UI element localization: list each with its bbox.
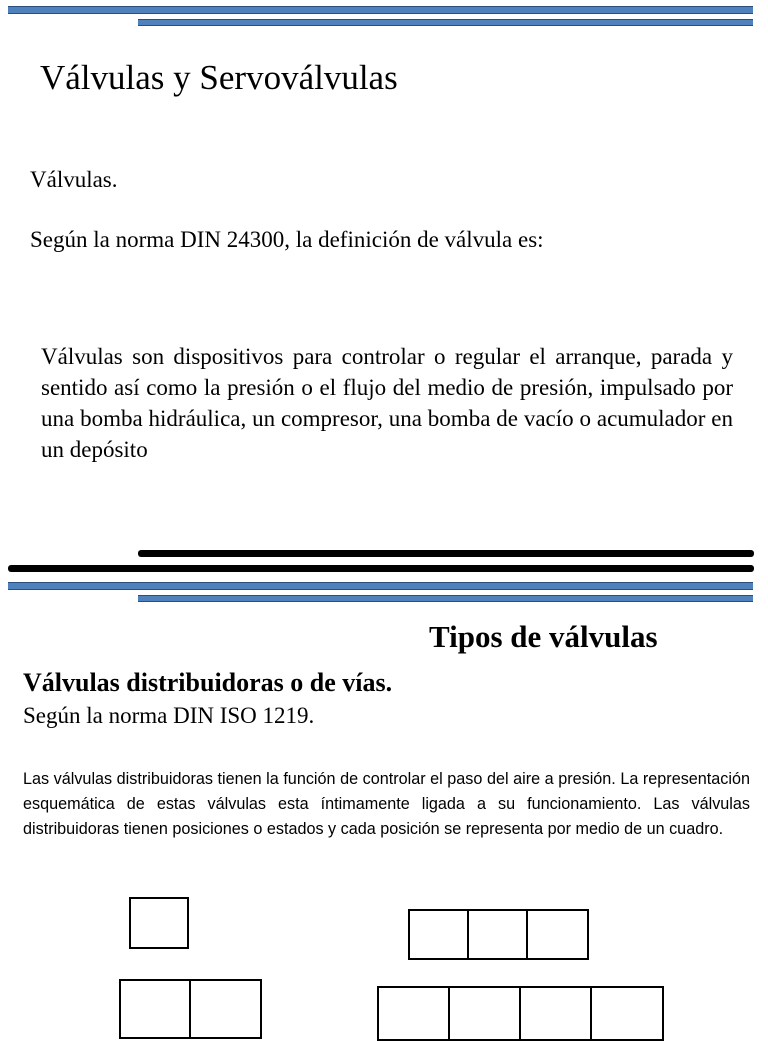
valve-type-heading: Válvulas distribuidoras o de vías. [23, 668, 393, 697]
slide2-title: Tipos de válvulas [429, 619, 658, 654]
divider-bar-short [138, 550, 754, 557]
position-square [119, 979, 191, 1039]
position-square [129, 897, 189, 949]
position-square [191, 979, 262, 1039]
position-square [528, 909, 589, 960]
position-square [450, 986, 521, 1041]
valve-symbol-four-position [377, 986, 664, 1041]
slide2-header-bar-top [8, 582, 753, 590]
position-square [521, 986, 592, 1041]
slide2-header-bar-bottom [138, 595, 753, 602]
norm-intro: Según la norma DIN 24300, la definición de válvula es: [30, 227, 544, 252]
valve-symbol-three-position [408, 909, 589, 960]
definition-paragraph: Válvulas son dispositivos para controlar o regular el arranque, parada y sentido así como la presión o el flujo del medio de presión, impulsado por una bomba hidráulica, un compresor, una bomba de vacío o acumulador en un depósito [41, 344, 733, 462]
section-subtitle: Válvulas. [30, 167, 118, 192]
description-paragraph: Las válvulas distribuidoras tienen la función de controlar el paso del aire a presión. La representación esquemática de estas válvulas esta íntimamente ligada a su funcionamiento. Las válvulas distribuidoras tienen posiciones o estados y cada posición se representa por medio de un cuadro. [23, 770, 750, 838]
position-square [469, 909, 528, 960]
iso-norm-line: Según la norma DIN ISO 1219. [23, 703, 315, 728]
header-bar-bottom [138, 19, 753, 26]
valve-symbol-two-position [119, 979, 262, 1039]
valve-symbol-one-position [129, 897, 189, 949]
divider-bar-long [8, 565, 754, 572]
header-bar-top [8, 6, 753, 14]
page-title: Válvulas y Servoválvulas [40, 58, 398, 97]
position-square [408, 909, 469, 960]
position-square [592, 986, 664, 1041]
position-square [377, 986, 450, 1041]
